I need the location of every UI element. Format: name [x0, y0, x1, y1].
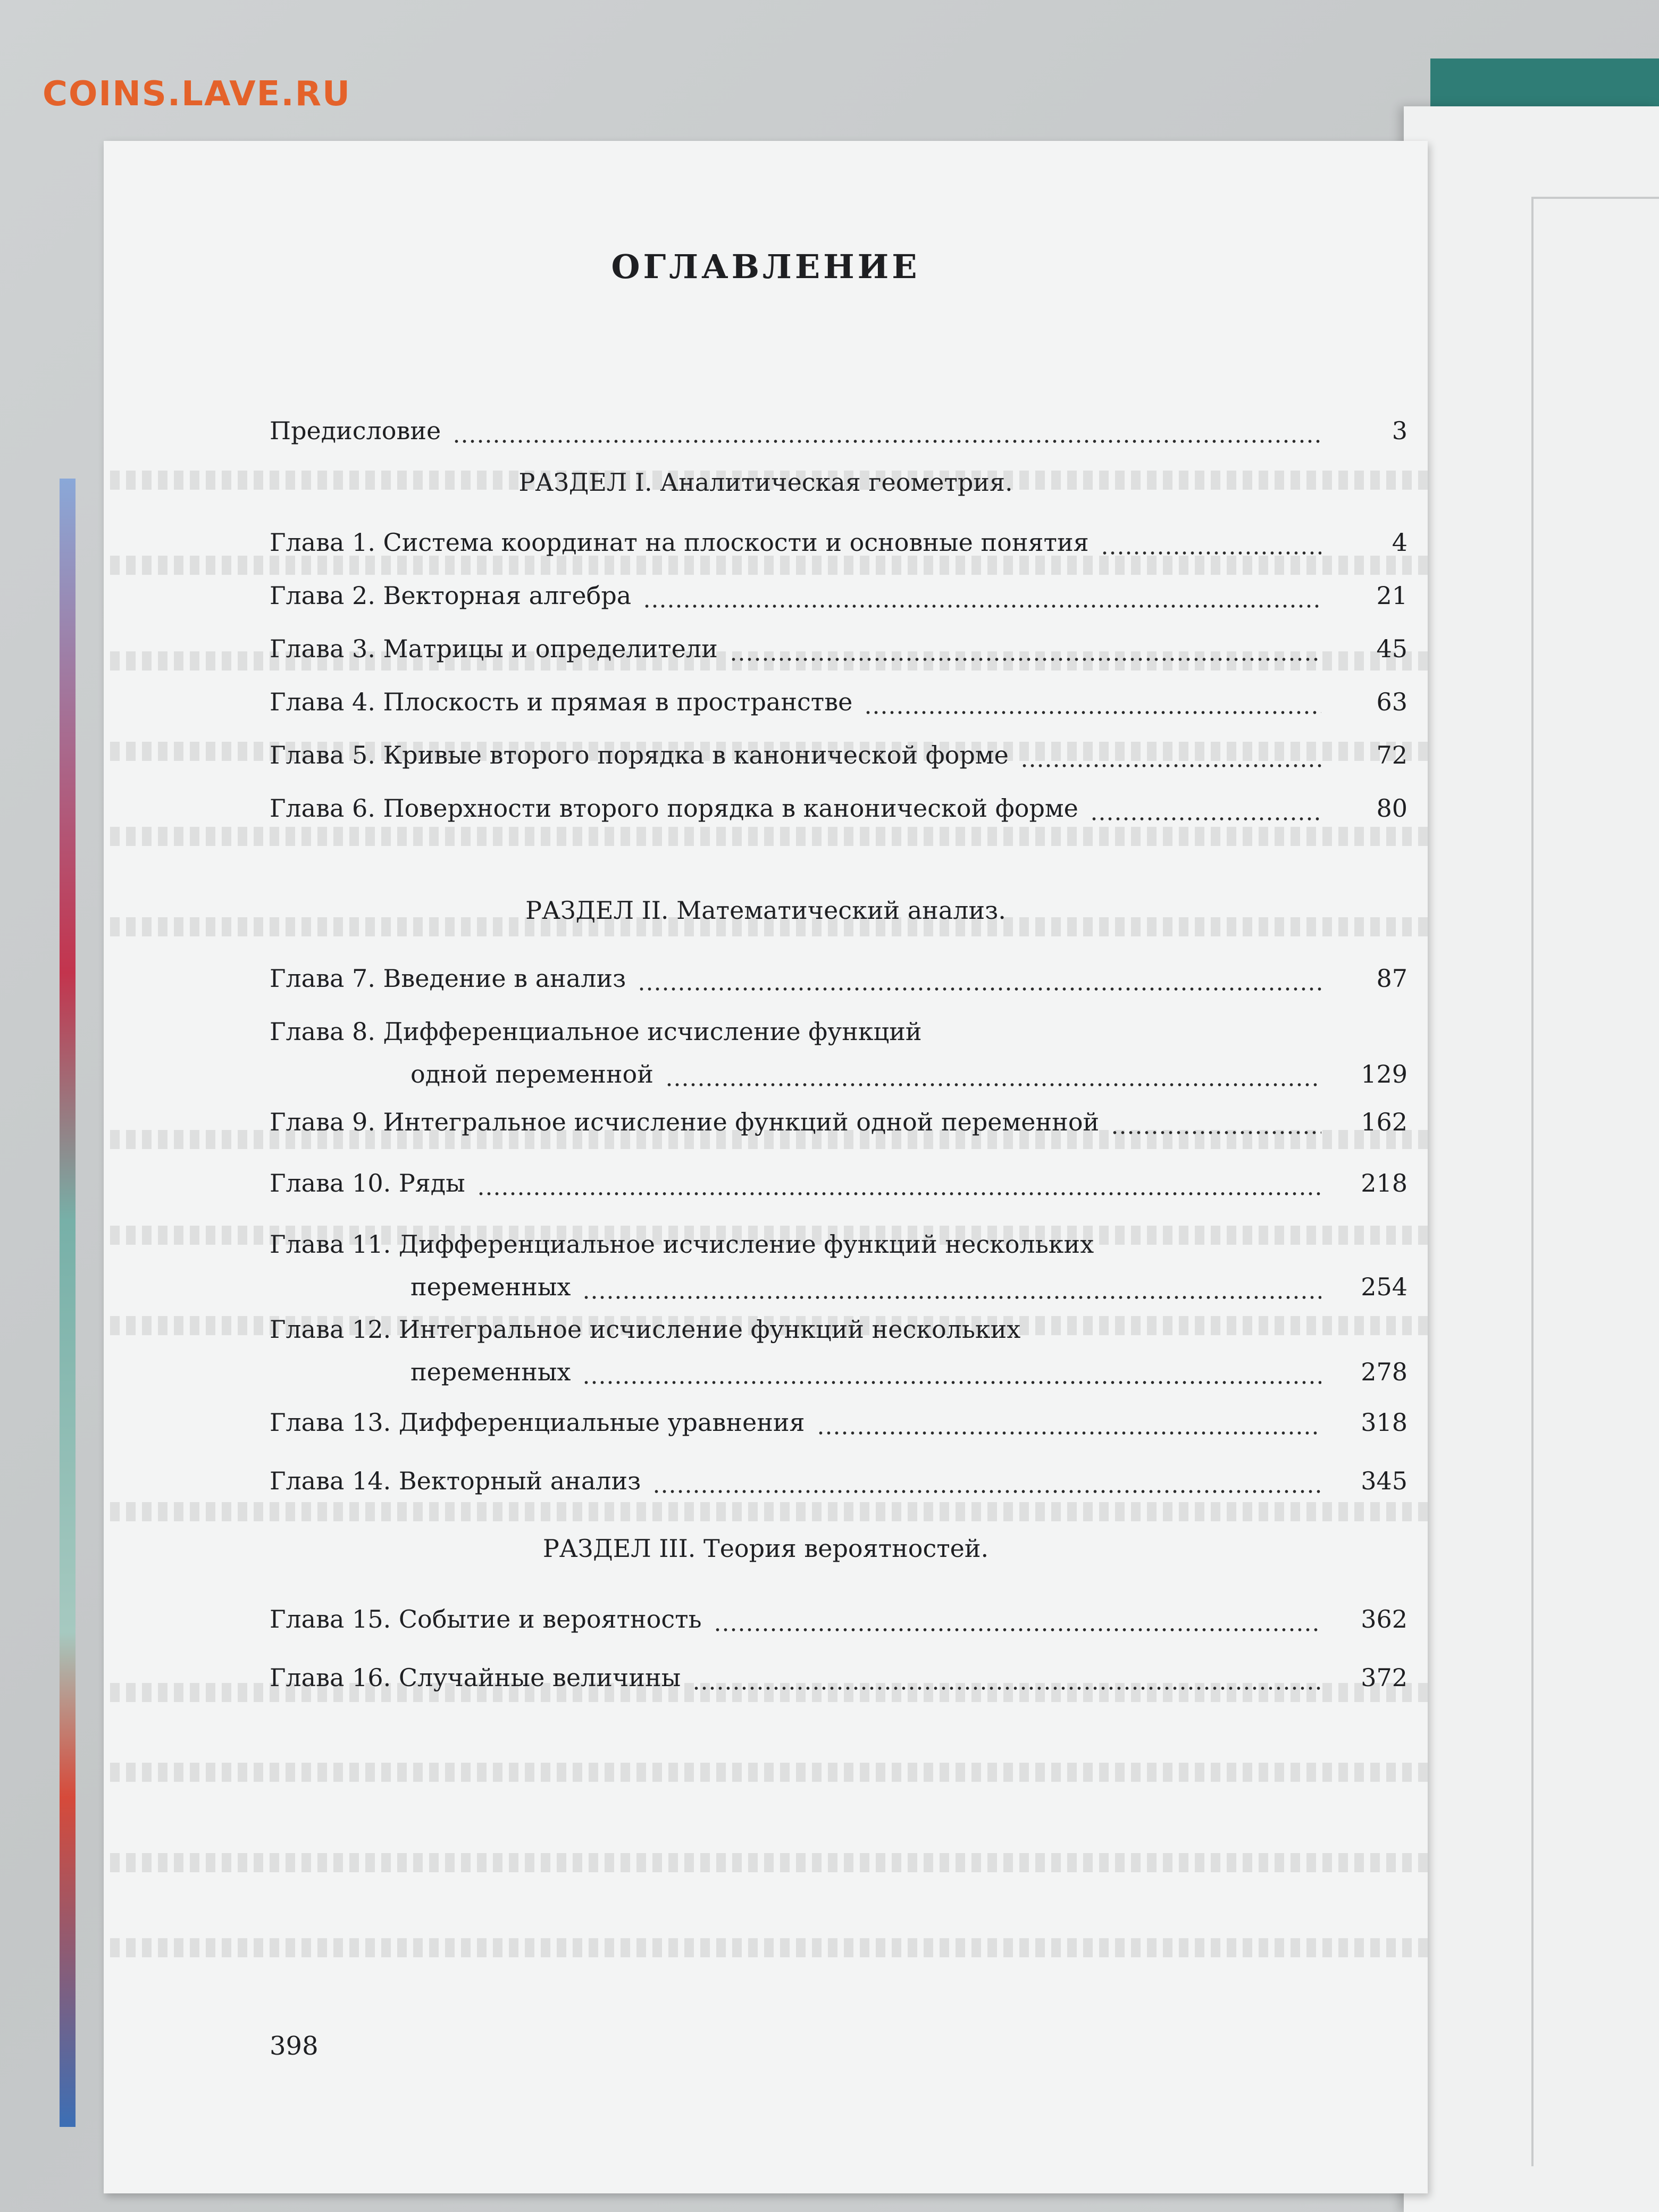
dot-leader — [638, 987, 1321, 991]
toc-entry-label: Глава 4. Плоскость и прямая в пространстве — [270, 688, 853, 716]
toc-entry-label-continued: переменных — [410, 1272, 571, 1301]
toc-entry-label: Глава 6. Поверхности второго порядка в канонической форме — [270, 794, 1078, 823]
toc-entry-page-number: 278 — [1361, 1358, 1407, 1386]
dot-leader — [817, 1431, 1321, 1435]
toc-entry-label: Глава 16. Случайные величины — [270, 1663, 681, 1692]
toc-entry-label: Глава 10. Ряды — [270, 1169, 465, 1197]
right-page-frame — [1531, 197, 1659, 2166]
section-heading: РАЗДЕЛ I. Аналитическая геометрия. — [518, 468, 1013, 497]
toc-entry-page-number: 162 — [1361, 1108, 1407, 1136]
toc-entry-page-number: 372 — [1361, 1663, 1407, 1692]
dot-leader — [453, 440, 1321, 443]
page-number: 398 — [270, 2031, 319, 2061]
toc-entry-page-number: 21 — [1376, 581, 1407, 610]
toc-entry-label: Глава 3. Матрицы и определители — [270, 634, 718, 663]
toc-entry-label: Глава 5. Кривые второго порядка в канонической форме — [270, 741, 1009, 769]
toc-entry-page-number: 80 — [1376, 794, 1407, 823]
right-page — [1404, 106, 1659, 2212]
toc-entry-chapter — [270, 1164, 1407, 1202]
toc-entry-chapter — [270, 524, 1407, 561]
toc-entry-page-number: 45 — [1376, 634, 1407, 663]
toc-entry-chapter — [270, 1404, 1407, 1441]
toc-entry-page-number: 87 — [1376, 964, 1407, 993]
dot-leader — [582, 1381, 1321, 1384]
section-heading: РАЗДЕЛ III. Теория вероятностей. — [542, 1534, 989, 1563]
toc-entry-label: Глава 11. Дифференциальное исчисление функций нескольких — [270, 1230, 1094, 1259]
toc-title: ОГЛАВЛЕНИЕ — [611, 247, 920, 286]
dot-leader — [652, 1490, 1321, 1493]
book-spine-strip — [60, 479, 76, 2127]
watermark: COINS.LAVE.RU — [43, 74, 351, 114]
toc-entry-label: Глава 14. Векторный анализ — [270, 1467, 641, 1495]
toc-entry-page-number: 218 — [1361, 1169, 1407, 1197]
toc-entry-chapter — [270, 577, 1407, 614]
toc-entry-label: Глава 15. Событие и вероятность — [270, 1605, 702, 1633]
table-of-contents — [104, 141, 1428, 2193]
dot-leader — [730, 658, 1321, 661]
toc-entry-page-number: 4 — [1392, 528, 1407, 557]
toc-entry-label: Глава 13. Дифференциальные уравнения — [270, 1408, 805, 1437]
toc-entry-page-number: 254 — [1361, 1272, 1407, 1301]
toc-entry-preface — [270, 412, 1407, 449]
dot-leader — [643, 605, 1321, 608]
toc-entry-chapter — [270, 736, 1407, 774]
toc-entry-chapter — [270, 1601, 1407, 1638]
dot-leader — [1111, 1131, 1321, 1134]
dot-leader — [477, 1192, 1321, 1195]
dot-leader — [1090, 817, 1321, 820]
toc-entry-label-continued: одной переменной — [410, 1060, 653, 1088]
toc-entry-label: Предисловие — [270, 416, 441, 445]
toc-entry-chapter — [270, 1013, 1407, 1087]
toc-entry-label: Глава 12. Интегральное исчисление функций нескольких — [270, 1315, 1021, 1344]
toc-entry-label: Глава 9. Интегральное исчисление функций одной переменной — [270, 1108, 1100, 1136]
toc-entry-page-number: 318 — [1361, 1408, 1407, 1437]
toc-entry-chapter — [270, 1311, 1407, 1385]
toc-entry-chapter — [270, 790, 1407, 827]
dot-leader — [582, 1296, 1321, 1299]
toc-entry-page-number: 3 — [1392, 416, 1407, 445]
toc-entry-page-number: 129 — [1361, 1060, 1407, 1088]
toc-entry-page-number: 63 — [1376, 688, 1407, 716]
toc-entry-label: Глава 8. Дифференциальное исчисление функций — [270, 1017, 922, 1046]
dot-leader — [665, 1083, 1321, 1086]
dot-leader — [692, 1687, 1321, 1690]
dot-leader — [1020, 764, 1321, 767]
toc-entry-chapter — [270, 630, 1407, 667]
dot-leader — [1101, 551, 1321, 555]
toc-entry-label: Глава 2. Векторная алгебра — [270, 581, 632, 610]
toc-entry-page-number: 362 — [1361, 1605, 1407, 1633]
toc-entry-chapter — [270, 1462, 1407, 1499]
left-page — [104, 141, 1428, 2193]
section-heading: РАЗДЕЛ II. Математический анализ. — [525, 896, 1006, 925]
toc-entry-chapter — [270, 1103, 1407, 1141]
toc-entry-chapter — [270, 683, 1407, 720]
toc-entry-chapter — [270, 1226, 1407, 1300]
dot-leader — [864, 711, 1321, 714]
toc-entry-label: Глава 7. Введение в анализ — [270, 964, 626, 993]
toc-entry-label: Глава 1. Система координат на плоскости и основные понятия — [270, 528, 1089, 557]
toc-entry-page-number: 72 — [1376, 741, 1407, 769]
toc-entry-chapter — [270, 960, 1407, 997]
toc-entry-page-number: 345 — [1361, 1467, 1407, 1495]
dot-leader — [714, 1628, 1321, 1631]
toc-entry-label-continued: переменных — [410, 1358, 571, 1386]
toc-entry-chapter — [270, 1659, 1407, 1696]
